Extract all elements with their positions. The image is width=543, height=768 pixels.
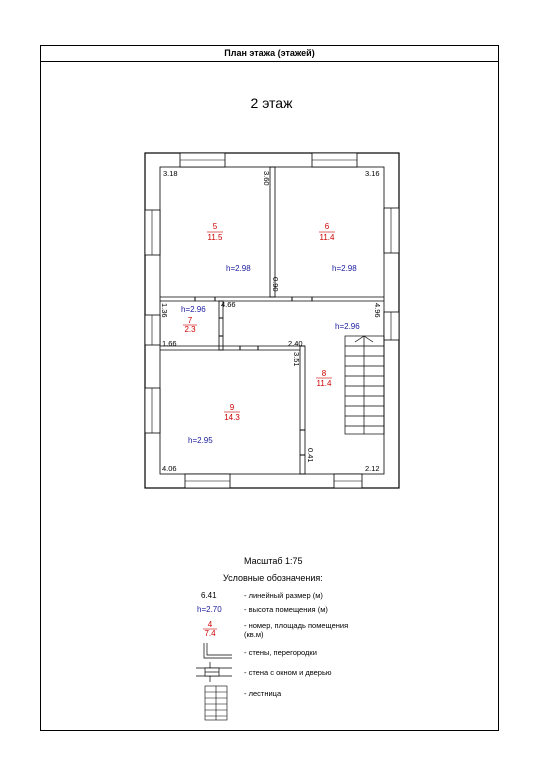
scale-label: Масштаб 1:75 — [244, 556, 303, 566]
dimension-label: 4.66 — [221, 300, 236, 309]
sheet-title: План этажа (этажей) — [41, 46, 498, 62]
legend-item-dimension: - линейный размер (м) — [244, 591, 323, 600]
dimension-label: 3.18 — [163, 169, 178, 178]
legend-sample-height: h=2.70 — [197, 605, 222, 614]
room-number: 8 — [321, 369, 327, 378]
room-area: 2.3 — [184, 325, 196, 334]
legend-window-door-symbol — [196, 662, 232, 682]
window — [384, 208, 399, 253]
room-height: h=2.95 — [188, 436, 213, 445]
dimension-label: 1.66 — [162, 339, 177, 348]
dimension-label: 4.96 — [373, 303, 382, 318]
dimension-label: 1.36 — [160, 303, 169, 318]
room-area: 11.5 — [207, 233, 223, 242]
room-area: 14.3 — [224, 413, 240, 422]
legend-stair-symbol — [205, 686, 227, 720]
window — [145, 315, 160, 345]
legend-item-stair: - лестница — [244, 689, 282, 698]
window — [145, 388, 160, 433]
room-number: 9 — [229, 403, 235, 412]
dimension-label: 3.60 — [262, 171, 271, 186]
room-area: 11.4 — [319, 233, 335, 242]
inner-outline — [160, 167, 384, 474]
room-height: h=2.98 — [332, 264, 357, 273]
floor-label: 2 этаж — [250, 95, 293, 111]
room-height: h=2.96 — [335, 322, 360, 331]
legend-sample-area: 7.4 — [204, 629, 216, 638]
room-number: 6 — [324, 222, 330, 231]
room-height: h=2.96 — [181, 305, 206, 314]
legend-wall-symbol — [204, 643, 232, 658]
dimension-label: 3.51 — [292, 352, 301, 367]
dimension-label: 3.16 — [365, 169, 380, 178]
legend-item-number: - номер, площадь помещения — [244, 621, 349, 630]
room-number: 5 — [212, 222, 218, 231]
dimension-label: 4.06 — [162, 464, 177, 473]
window — [384, 312, 399, 340]
legend-item-window-door: - стена с окном и дверью — [244, 668, 332, 677]
plan-line — [204, 643, 232, 658]
legend-item-height: - высота помещения (м) — [244, 605, 328, 614]
legend-sample-number: 4 — [207, 620, 213, 629]
legend-title: Условные обозначения: — [223, 573, 323, 583]
dimension-label: 0.41 — [306, 448, 315, 463]
window — [145, 210, 160, 255]
plan-line — [345, 336, 384, 434]
room-height: h=2.98 — [226, 264, 251, 273]
stair — [345, 336, 384, 434]
outer-wall — [145, 153, 399, 488]
room-number: 7 — [187, 316, 193, 325]
legend-sample-dimension: 6.41 — [201, 591, 217, 600]
legend-item-number-unit: (кв.м) — [244, 630, 264, 639]
legend-item-walls: - стены, перегородки — [244, 648, 317, 657]
dimension-label: 2.12 — [365, 464, 380, 473]
dimension-label: 2.40 — [288, 339, 303, 348]
room-area: 11.4 — [316, 379, 332, 388]
plan-line — [207, 643, 232, 655]
dimension-label: 0.90 — [271, 277, 280, 292]
